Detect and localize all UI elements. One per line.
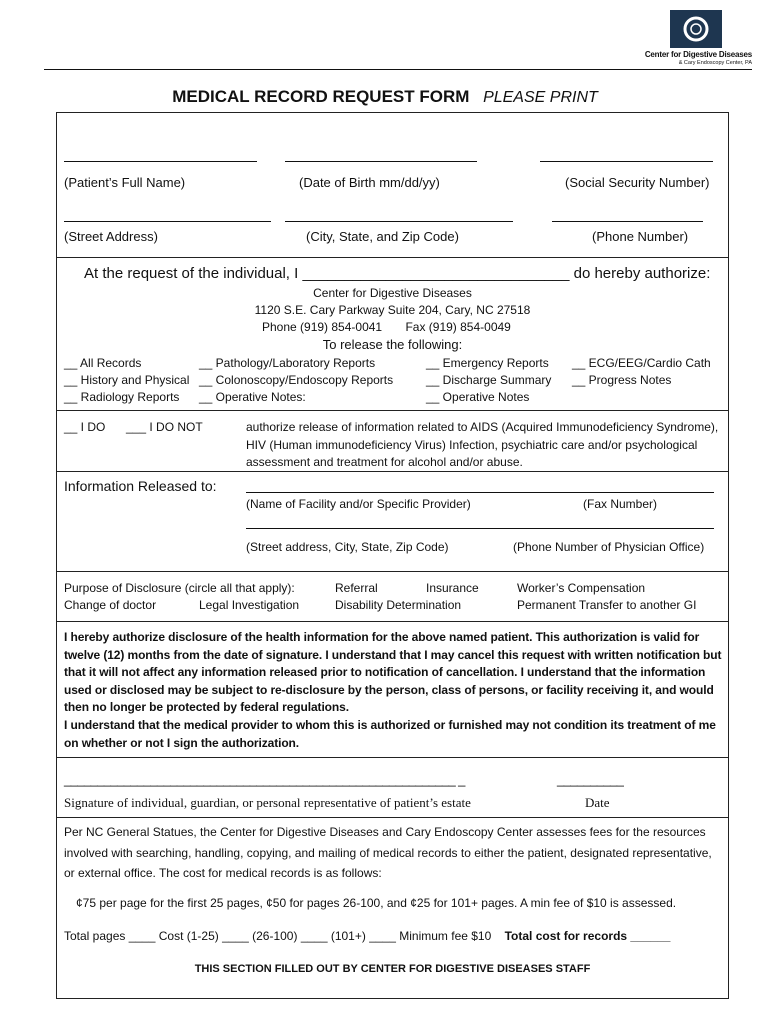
recipient-fax-label: (Fax Number): [583, 497, 658, 511]
dob-label: (Date of Birth mm/dd/yy): [299, 175, 440, 190]
record-option[interactable]: __ All Records: [64, 356, 142, 370]
recipient-phone-label: (Phone Number of Physician Office): [513, 540, 705, 554]
street-label: (Street Address): [64, 229, 158, 244]
purpose-legal[interactable]: Legal Investigation: [199, 598, 300, 612]
facility-contact: [262, 320, 511, 334]
record-option[interactable]: __ Operative Notes:: [199, 390, 306, 404]
consent-paragraph-2: I understand that the medical provider to whom this is authorized or furnished may not condition its treatment of me on whether or not I sign the authorization.: [64, 717, 716, 750]
fees-total-cost[interactable]: Total cost for records ______: [504, 929, 671, 943]
record-option[interactable]: __ ECG/EEG/Cardio Cath: [572, 356, 711, 370]
record-option[interactable]: __ Progress Notes: [572, 373, 672, 387]
record-option[interactable]: __ History and Physical: [64, 373, 190, 387]
title-main: MEDICAL RECORD REQUEST FORM: [172, 87, 470, 106]
record-option[interactable]: __ Pathology/Laboratory Reports: [199, 356, 376, 370]
ssn-label: (Social Security Number): [565, 175, 710, 190]
logo-line-2: & Cary Endoscopy Center, PA: [678, 60, 752, 66]
header-rule: [44, 69, 752, 70]
authorization-suffix: do hereby authorize:: [573, 265, 711, 282]
divider-7: [56, 817, 729, 818]
divider-3: [56, 471, 729, 472]
recipient-address-input[interactable]: [246, 528, 714, 529]
authorization-line: [84, 265, 710, 282]
date-input[interactable]: __________: [557, 772, 624, 787]
facility-fax: Fax (919) 854-0049: [405, 320, 511, 334]
purpose-referral[interactable]: Referral: [335, 581, 378, 595]
record-option[interactable]: __ Emergency Reports: [426, 356, 549, 370]
fees-rates: ¢75 per page for the first 25 pages, ¢50 for pages 26-100, and ¢25 for 101+ pages. A min fee of $10 is assessed.: [76, 896, 677, 910]
record-option[interactable]: __ Discharge Summary: [426, 373, 552, 387]
city-input[interactable]: [285, 221, 513, 222]
fees-totals-line[interactable]: Total pages ____ Cost (1-25) ____ (26-100) ____ (101+) ____ Minimum fee $10: [64, 929, 492, 943]
logo: [640, 10, 752, 70]
record-option[interactable]: __ Operative Notes: [426, 390, 530, 404]
divider-2: [56, 410, 729, 411]
divider-1: [56, 257, 729, 258]
divider-4: [56, 571, 729, 572]
patient-name-label: (Patient’s Full Name): [64, 175, 186, 190]
record-option[interactable]: __ Radiology Reports: [64, 390, 180, 404]
signature-label: Signature of individual, guardian, or personal representative of patient’s estate: [64, 795, 471, 810]
authorization-prefix: At the request of the individual, I: [84, 265, 299, 282]
dob-input[interactable]: [285, 161, 477, 162]
staff-note: THIS SECTION FILLED OUT BY CENTER FOR DIGESTIVE DISEASES STAFF: [194, 963, 591, 975]
facility-phone: Phone (919) 854-0041: [262, 320, 383, 334]
patient-name-input[interactable]: [64, 161, 257, 162]
facility-address: 1120 S.E. Cary Parkway Suite 204, Cary, NC 27518: [254, 303, 531, 317]
recipient-facility-label: (Name of Facility and/or Specific Provider): [246, 497, 471, 511]
purpose-label: Purpose of Disclosure (circle all that apply):: [64, 581, 295, 595]
aids-i-do[interactable]: __ I DO: [64, 420, 106, 434]
date-label: Date: [585, 795, 610, 810]
authorizer-name-input[interactable]: ________________________________: [302, 265, 570, 282]
purpose-transfer[interactable]: Permanent Transfer to another GI: [517, 598, 697, 612]
recipient-address-label: (Street address, City, State, Zip Code): [246, 540, 449, 554]
ssn-input[interactable]: [540, 161, 713, 162]
purpose-change-doctor[interactable]: Change of doctor: [64, 598, 157, 612]
release-heading: To release the following:: [322, 337, 463, 352]
fees-paragraph: Per NC General Statues, the Center for Digestive Diseases and Cary Endoscopy Center assesses fees for the resources involved with searching, handling, copying, and mailing of medical records to either the patient, designated representative, or external office. The cost for medical records is as follows:: [64, 825, 712, 880]
street-input[interactable]: [64, 221, 271, 222]
divider-6: [56, 757, 729, 758]
form-title: [0, 87, 770, 107]
purpose-insurance[interactable]: Insurance: [426, 581, 479, 595]
consent-paragraph-1: I hereby authorize disclosure of the health information for the above named patient. This authorization is valid for twelve (12) months from the date of signature. I understand that I may cancel this request with written notification but that it will not affect any information released prior to notification of cancellation. I understand that the information used or disclosed may be subject to re-disclosure by the person, class of persons, or facility receiving it, and would then no longer be protected by federal regulations.: [64, 630, 722, 715]
purpose-workers-comp[interactable]: Worker’s Compensation: [517, 581, 646, 595]
record-option[interactable]: __ Colonoscopy/Endoscopy Reports: [199, 373, 394, 387]
aids-i-do-not[interactable]: ___ I DO NOT: [126, 420, 203, 434]
title-sub: PLEASE PRINT: [483, 89, 598, 106]
aids-text: authorize release of information related to AIDS (Acquired Immunodeficiency Syndrome), HIV (Human immunodeficiency Virus) Infection, psychiatric care and/or psychological assessment and treatment for alcohol and/or abuse.: [246, 420, 719, 469]
signature-input[interactable]: ___________________________________________________________ _: [64, 772, 465, 787]
divider-5: [56, 621, 729, 622]
logo-line-1: Center for Digestive Diseases: [644, 50, 752, 59]
purpose-disability[interactable]: Disability Determination: [335, 598, 462, 612]
phone-input[interactable]: [552, 221, 703, 222]
recipient-facility-input[interactable]: [246, 492, 714, 493]
info-released-label: Information Released to:: [64, 478, 217, 494]
phone-label: (Phone Number): [592, 229, 689, 244]
consent-text: [64, 629, 724, 752]
logo-ring-icon: [670, 10, 722, 48]
logo-mark: [670, 10, 722, 48]
facility-name: Center for Digestive Diseases: [313, 286, 472, 300]
city-label: (City, State, and Zip Code): [306, 229, 459, 244]
fees-totals: [64, 929, 670, 943]
